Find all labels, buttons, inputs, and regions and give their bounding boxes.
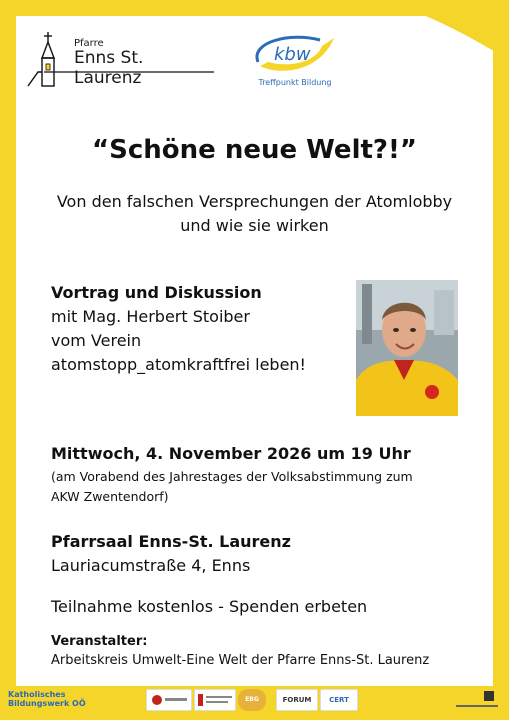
venue-info — [51, 530, 471, 578]
kbw-logo — [250, 32, 340, 92]
talk-line: atomstopp_atomkraftfrei leben! — [51, 355, 306, 374]
pfarre-underline — [44, 70, 214, 74]
subtitle-line: und wie sie wirken — [180, 216, 329, 235]
sponsor-logo-cert: CERT — [320, 689, 358, 711]
kbw-mark: kbw — [274, 44, 311, 65]
pfarre-logo — [24, 30, 214, 90]
subtitle-line: Von den falschen Versprechungen der Atomlobby — [56, 192, 453, 211]
event-subtitle — [16, 190, 493, 238]
event-date: Mittwoch, 4. November 2026 um 19 Uhr — [51, 444, 411, 463]
organizer-label: Veranstalter: — [51, 634, 148, 649]
talk-line: mit Mag. Herbert Stoiber — [51, 307, 250, 326]
venue-name: Pfarrsaal Enns-St. Laurenz — [51, 532, 291, 551]
entry-info: Teilnahme kostenlos - Spenden erbeten — [51, 597, 368, 616]
sponsor-logo-ministry — [194, 689, 236, 711]
sponsor-logo-land — [146, 689, 192, 711]
kbw-swoosh-icon — [250, 32, 340, 78]
footer-kbw-line: Bildungswerk OÖ — [8, 699, 86, 708]
note-line: AKW Zwentendorf) — [51, 489, 169, 504]
event-title: “Schöne neue Welt?!” — [92, 135, 417, 165]
talk-line: vom Verein — [51, 331, 142, 350]
speaker-photo — [356, 280, 458, 416]
talk-info — [51, 281, 341, 377]
organizer-info — [51, 632, 491, 670]
organizer-name: Arbeitskreis Umwelt-Eine Welt der Pfarre Enns-St. Laurenz — [51, 653, 430, 668]
note-line: (am Vorabend des Jahrestages der Volksabstimmung zum — [51, 469, 413, 484]
kbw-tagline: Treffpunkt Bildung — [258, 78, 332, 87]
sponsor-logo-ebg: EBG — [238, 689, 266, 711]
sponsor-logo-forum: FORUM — [276, 689, 318, 711]
talk-heading: Vortrag und Diskussion — [51, 283, 262, 302]
event-note — [51, 467, 471, 507]
pfarre-name: Enns St. Laurenz — [74, 48, 144, 88]
yellow-ribbon-decoration — [379, 0, 509, 60]
footer-right-logo — [452, 689, 502, 711]
footer-kbw-line: Katholisches — [8, 690, 66, 699]
church-tower-icon — [24, 30, 72, 90]
pfarre-small-label: Pfarre — [74, 38, 104, 49]
footer-kbw-logo — [8, 690, 86, 708]
venue-address: Lauriacumstraße 4, Enns — [51, 556, 251, 575]
